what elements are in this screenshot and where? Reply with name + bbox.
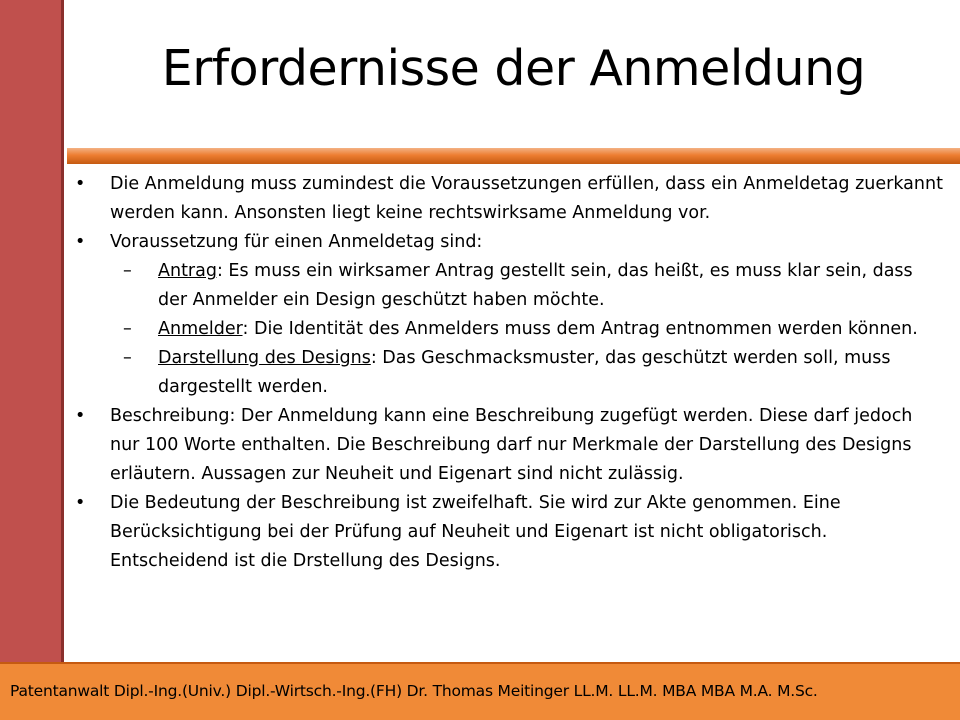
bullet-text: Voraussetzung für einen Anmeldetag sind:: [110, 232, 483, 252]
footer-bar: [0, 662, 960, 720]
sub-bullet-text: : Das Geschmacksmuster, das geschützt werden soll, muss dargestellt werden.: [158, 348, 891, 397]
bullet-item: [75, 402, 945, 489]
bullet-marker: •: [75, 232, 86, 252]
dash-marker: –: [123, 261, 132, 281]
bullet-marker: •: [75, 174, 86, 194]
dash-marker: –: [123, 348, 132, 368]
sub-bullet-label: Anmelder: [158, 319, 243, 339]
bullet-text: Die Bedeutung der Beschreibung ist zweifelhaft. Sie wird zur Akte genommen. Eine Berücksichtigung bei der Prüfung auf Neuheit und Eigenart ist nicht obligatorisch. Entscheidend ist die Drstellung des Designs.: [110, 493, 841, 571]
slide-content: [75, 170, 945, 576]
bullet-item: [75, 228, 945, 257]
bullet-marker: •: [75, 406, 86, 426]
sub-bullet-item: [75, 344, 945, 402]
left-sidebar-bar: [0, 0, 64, 662]
bullet-marker: •: [75, 493, 86, 513]
sub-bullet-item: [75, 315, 945, 344]
bullet-item: [75, 170, 945, 228]
sub-bullet-item: [75, 257, 945, 315]
sub-bullet-label: Antrag: [158, 261, 217, 281]
dash-marker: –: [123, 319, 132, 339]
sub-bullet-text: : Die Identität des Anmelders muss dem Antrag entnommen werden können.: [242, 319, 918, 339]
title-divider: [67, 148, 960, 164]
bullet-text: Beschreibung: Der Anmeldung kann eine Beschreibung zugefügt werden. Diese darf jedoch nur 100 Worte enthalten. Die Beschreibung darf nur Merkmale der Darstellung des Designs erläutern. Aussagen zur Neuheit und Eigenart sind nicht zulässig.: [110, 406, 913, 484]
bullet-text: Die Anmeldung muss zumindest die Voraussetzungen erfüllen, dass ein Anmeldetag zuerkannt werden kann. Ansonsten liegt keine rechtswirksame Anmeldung vor.: [110, 174, 943, 223]
bullet-item: [75, 489, 945, 576]
footer-text: Patentanwalt Dipl.-Ing.(Univ.) Dipl.-Wirtsch.-Ing.(FH) Dr. Thomas Meitinger LL.M. LL.M. MBA MBA M.A. M.Sc.: [10, 682, 818, 700]
sub-bullet-text: : Es muss ein wirksamer Antrag gestellt sein, das heißt, es muss klar sein, dass der Anmelder ein Design geschützt haben möchte.: [158, 261, 913, 310]
sub-bullet-label: Darstellung des Designs: [158, 348, 371, 368]
slide-title: Erfordernisse der Anmeldung: [161, 40, 866, 97]
